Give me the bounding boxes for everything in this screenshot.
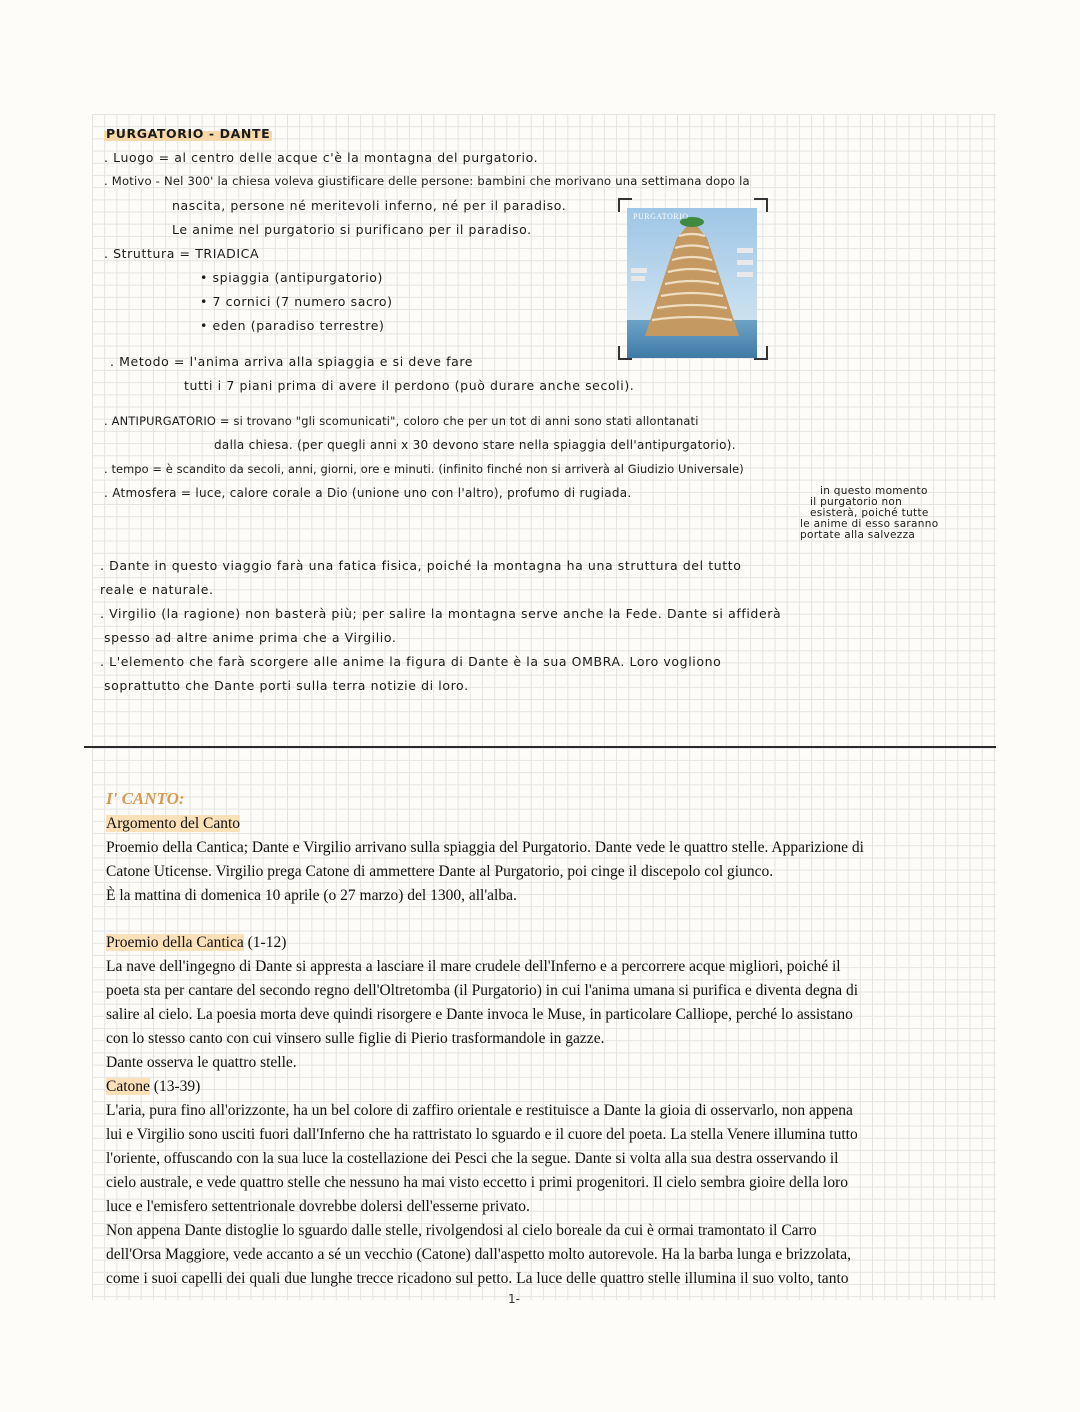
note-line-ombra: . L'elemento che farà scorgere alle anime la figura di Dante è la sua OMBRA. Loro vogliono — [100, 654, 722, 669]
catone-line-4: cielo australe, e vede quattro stelle che nessuno ha mai visto eccetto i primi progenitori. Il cielo sembra gioire della loro — [106, 1174, 849, 1191]
note-line-dante-viaggio-2: reale e naturale. — [100, 582, 214, 597]
note-line-luogo: . Luogo = al centro delle acque c'è la montagna del purgatorio. — [104, 150, 539, 165]
proemio-line-3: salire al cielo. La poesia morta deve quindi risorgere e Dante invoca le Muse, in particolare Calliope, perché lo assistano — [106, 1006, 853, 1023]
note-line-motivo-3: Le anime nel purgatorio si purificano per il paradiso. — [172, 222, 532, 237]
figure-label: PURGATORIO — [633, 212, 689, 221]
argomento-line-2: Catone Uticense. Virgilio prega Catone di ammettere Dante al Purgatorio, poi cinge il discepolo col giunco. — [106, 863, 774, 880]
catone-line-3: l'oriente, offuscando con la sua luce la costellazione dei Pesci che la segue. Dante si volta alla sua destra osservando il — [106, 1150, 839, 1167]
page-margin-right — [996, 0, 1080, 1412]
note-line-dante-viaggio: . Dante in questo viaggio farà una fatica fisica, poiché la montagna ha una struttura del tutto — [100, 558, 742, 573]
note-line-motivo-2: nascita, persone né meritevoli inferno, né per il paradiso. — [172, 198, 567, 213]
note-line-metodo-2: tutti i 7 piani prima di avere il perdono (può durare anche secoli). — [184, 378, 635, 393]
page-mark: 1- — [508, 1292, 520, 1306]
side-note-4: le anime di esso saranno — [800, 518, 939, 530]
page-margin-top — [0, 0, 1080, 114]
argomento-heading: Argomento del Canto — [106, 815, 241, 832]
catone-line-8: come i suoi capelli dei quali due lunghe trecce ricadono sul petto. La luce delle quattro stelle illumina il suo volto, tanto — [106, 1270, 849, 1287]
catone-line-5: luce e l'emisfero settentrionale dovrebbe dolersi dell'esserne privato. — [106, 1198, 530, 1215]
catone-line-2: lui e Virgilio sono usciti fuori dall'Inferno che ha rattristato lo sguardo e il cuore del poeta. La stella Venere illumina tutto — [106, 1126, 858, 1143]
catone-line-7: dell'Orsa Maggiore, vede accanto a sé un vecchio (Catone) dall'aspetto molto autorevole. Ha la barba lunga e brizzolata, — [106, 1246, 851, 1263]
argomento-line-3: È la mattina di domenica 10 aprile (o 27 marzo) del 1300, all'alba. — [106, 887, 517, 904]
note-line-struttura: . Struttura = TRIADICA — [104, 246, 260, 261]
catone-line-6: Non appena Dante distoglie lo sguardo dalle stelle, rivolgendosi al cielo boreale da cui è ormai tramontato il Carro — [106, 1222, 817, 1239]
note-bullet-spiaggia: • spiaggia (antipurgatorio) — [200, 270, 383, 285]
proemio-line-2: poeta sta per cantare del secondo regno dell'Oltretomba (il Purgatorio) in cui l'anima umana si purifica e diventa degna di — [106, 982, 859, 999]
note-line-antipurgatorio: . ANTIPURGATORIO = si trovano "gli scomunicati", coloro che per un tot di anni sono stati allontanati — [104, 414, 699, 428]
catone-line-1: L'aria, pura fino all'orizzonte, ha un bel colore di zaffiro orientale e restituisce a Dante la gioia di osservarlo, non appena — [106, 1102, 853, 1119]
note-line-antipurgatorio-2: dalla chiesa. (per quegli anni x 30 devono stare nella spiaggia dell'antipurgatorio). — [214, 438, 736, 452]
purgatorio-mountain-image — [627, 208, 757, 358]
note-bullet-eden: • eden (paradiso terrestre) — [200, 318, 385, 333]
side-note-1: in questo momento — [820, 485, 928, 497]
side-note-2: il purgatorio non — [810, 496, 903, 508]
note-line-virgilio: . Virgilio (la ragione) non basterà più; per salire la montagna serve anche la Fede. Dante si affiderà — [100, 606, 782, 621]
canto-title: I' CANTO: — [106, 789, 185, 808]
catone-heading: Catone (13-39) — [106, 1078, 201, 1095]
argomento-line-1: Proemio della Cantica; Dante e Virgilio arrivano sulla spiaggia del Purgatorio. Dante vede le quattro stelle. Apparizione di — [106, 839, 864, 856]
note-bullet-cornici: • 7 cornici (7 numero sacro) — [200, 294, 393, 309]
note-line-metodo: . Metodo = l'anima arriva alla spiaggia e si deve fare — [110, 354, 474, 369]
note-line-atmosfera: . Atmosfera = luce, calore corale a Dio (unione uno con l'altro), profumo di rugiada. — [104, 486, 632, 500]
page-margin-bottom — [0, 1300, 1080, 1412]
note-line-motivo: . Motivo - Nel 300' la chiesa voleva giustificare delle persone: bambini che morivano una settimana dopo la — [104, 174, 750, 188]
note-line-ombra-2: soprattutto che Dante porti sulla terra notizie di loro. — [104, 678, 469, 693]
proemio-line-5: Dante osserva le quattro stelle. — [106, 1054, 297, 1071]
proemio-line-1: La nave dell'ingegno di Dante si appresta a lasciare il mare crudele dell'Inferno e a percorrere acque migliori, poiché il — [106, 958, 841, 975]
note-line-tempo: . tempo = è scandito da secoli, anni, giorni, ore e minuti. (infinito finché non si arriverà al Giudizio Universale) — [104, 462, 744, 476]
side-note-3: esisterà, poiché tutte — [810, 507, 929, 519]
note-line-virgilio-2: spesso ad altre anime prima che a Virgilio. — [104, 630, 397, 645]
side-note-5: portate alla salvezza — [800, 529, 916, 541]
proemio-heading: Proemio della Cantica (1-12) — [106, 934, 287, 951]
proemio-line-4: con lo stesso canto con cui vinsero sulle figlie di Pierio trasformandole in gazze. — [106, 1030, 605, 1047]
section-divider — [84, 746, 996, 748]
mountain-illustration — [627, 208, 757, 358]
page-margin-left — [0, 0, 92, 1412]
notes-title: PURGATORIO - DANTE — [106, 126, 271, 141]
